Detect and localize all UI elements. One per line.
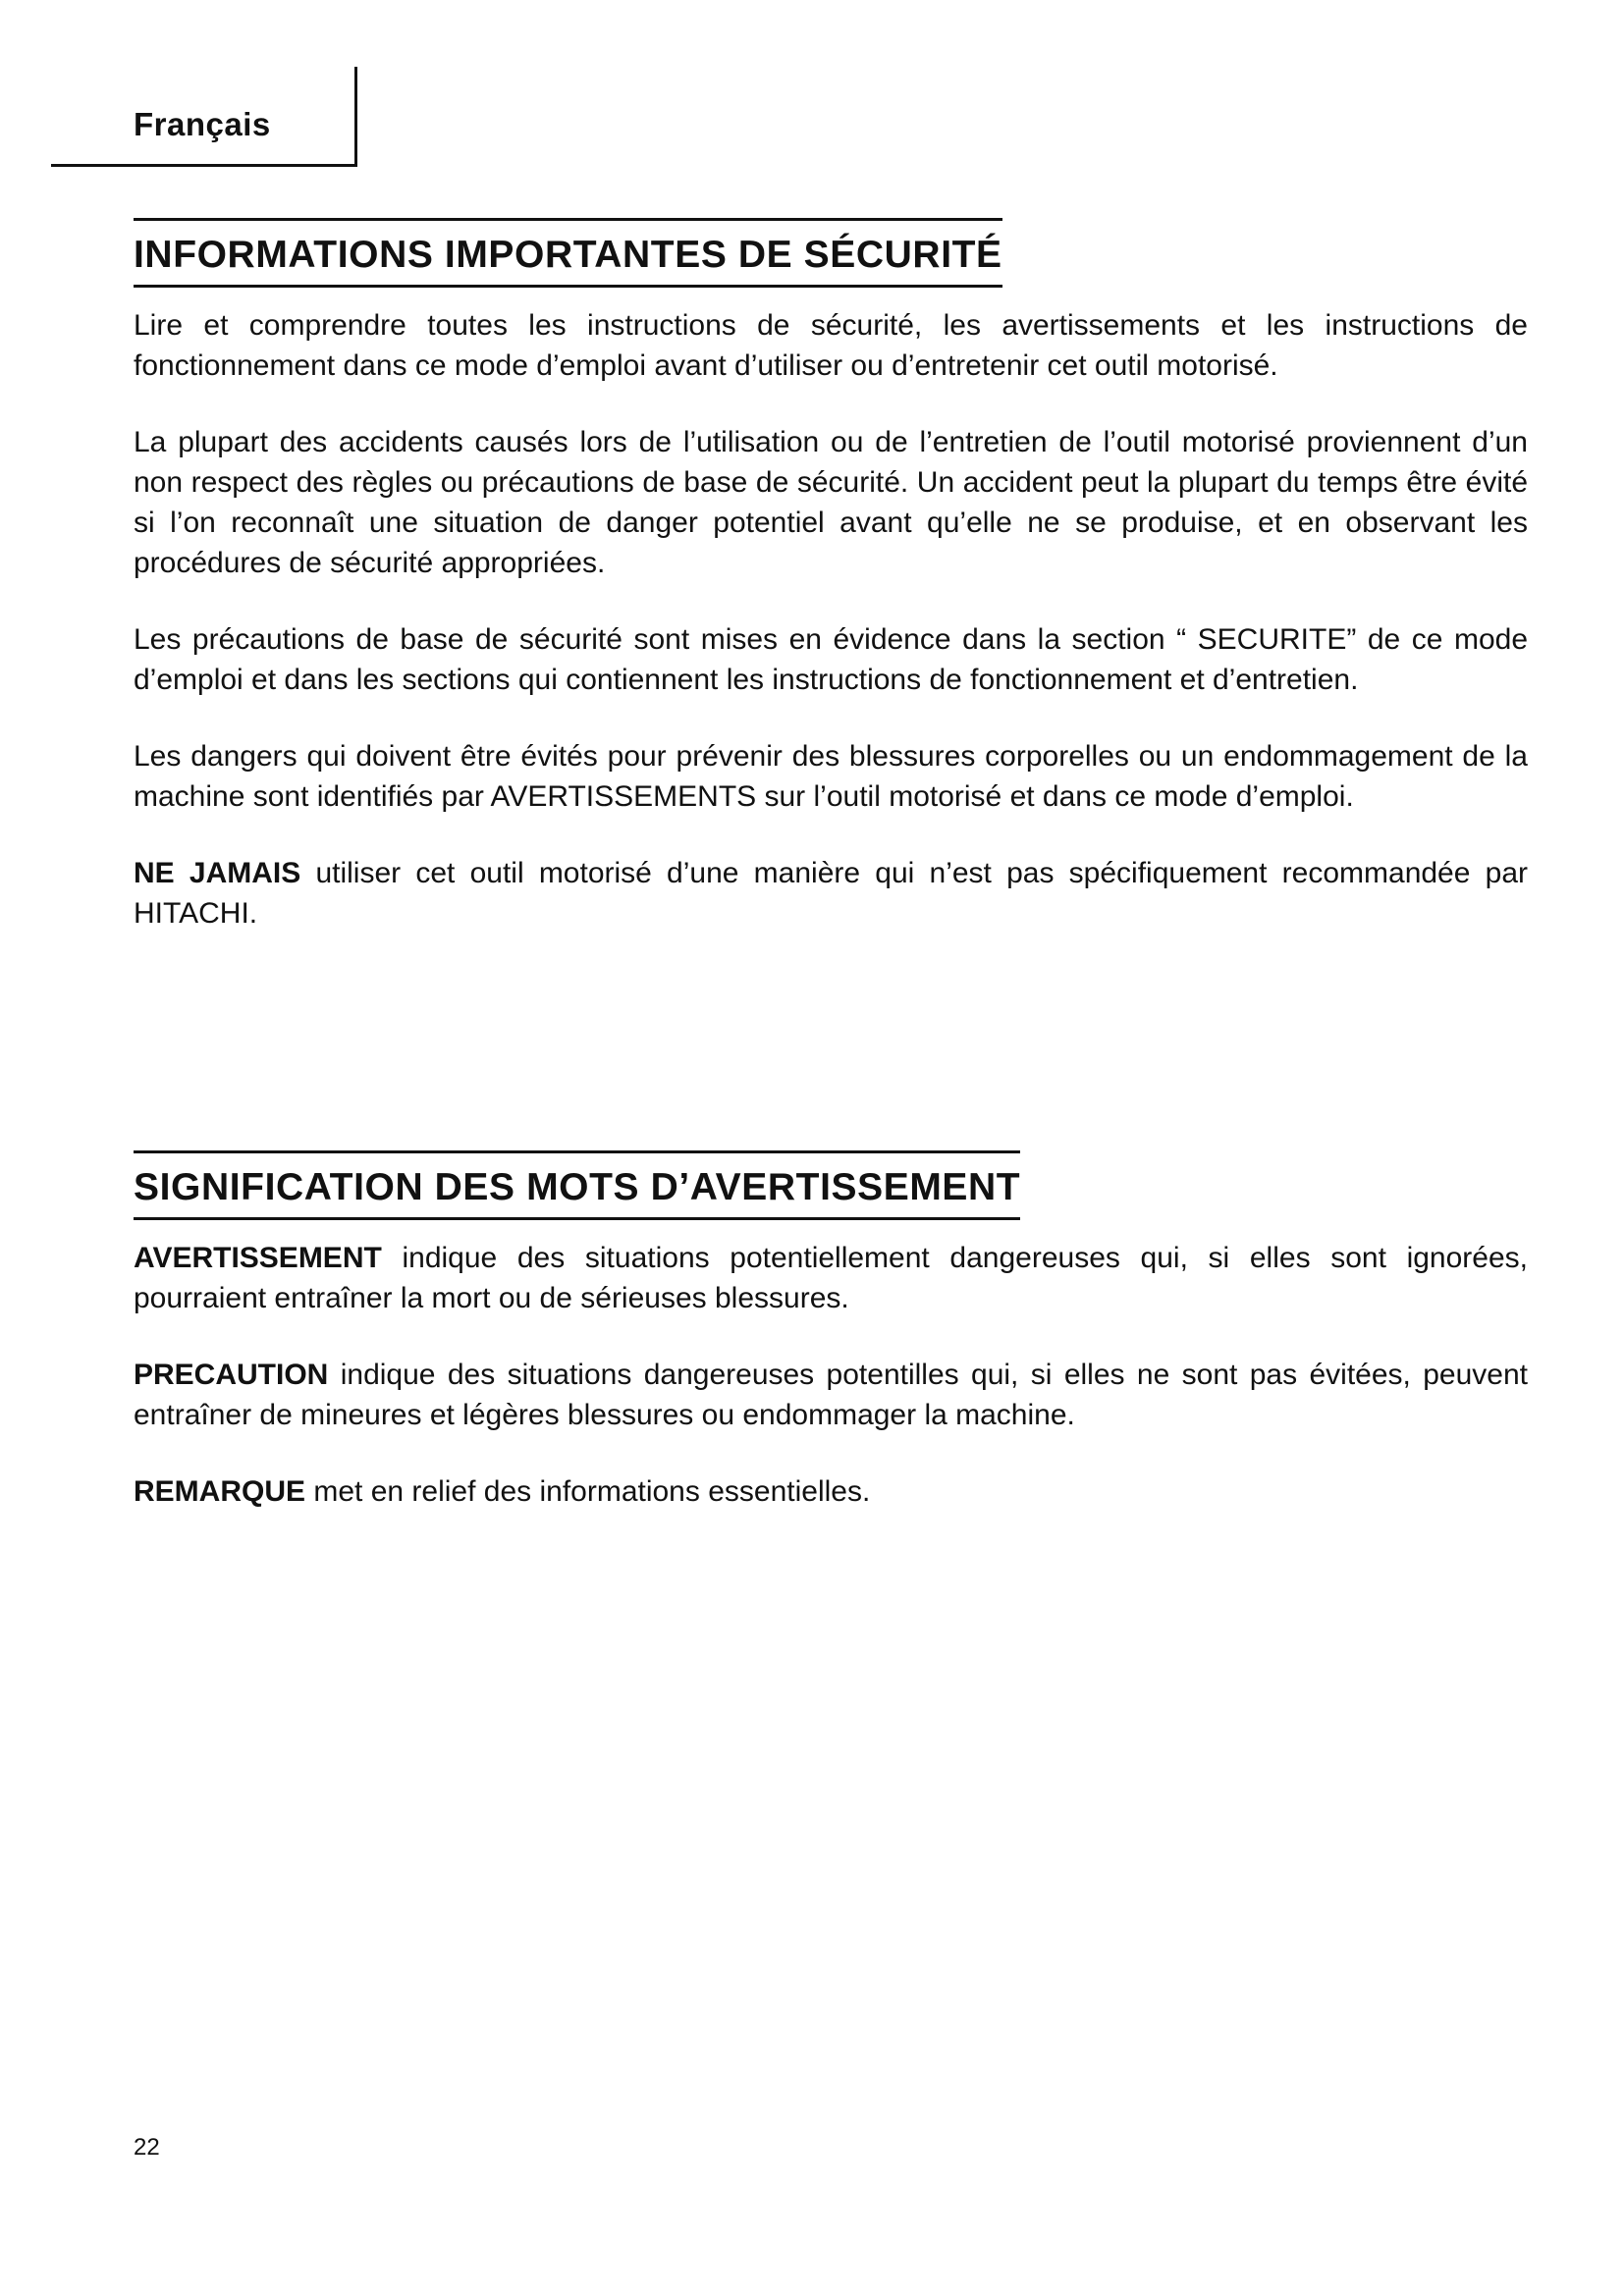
definition-avertissement-text: indique des situations potentiellement dangereuses qui, si elles sont ignorées, pourraient entraîner la mort ou de sérieuses blessures. <box>134 1242 1528 1314</box>
paragraph-read-instructions: Lire et comprendre toutes les instructions de sécurité, les avertissements et les instructions de fonctionnement dans ce mode d’emploi avant d’utiliser ou d’entretenir cet outil motorisé. <box>134 309 1528 382</box>
term-precaution: PRECAUTION <box>134 1359 329 1391</box>
section-heading-safety: INFORMATIONS IMPORTANTES DE SÉCURITÉ <box>134 218 1002 288</box>
paragraph-basic-precautions: Les précautions de base de sécurité sont mises en évidence dans la section “ SECURITE” de ce mode d’emploi et dans les sections qui contiennent les instructions de fonctionnement et d’entretien. <box>134 623 1528 696</box>
emphasis-never: NE JAMAIS <box>134 857 301 889</box>
paragraph-accidents: La plupart des accidents causés lors de l’utilisation ou de l’entretien de l’outil motorisé proviennent d’un non respect des règles ou précautions de base de sécurité. Un accident peut la plupart du temps être évité si l’on reconnaît une situation de danger potentiel avant qu’elle ne se produise, et en observant les procédures de sécurité appropriées. <box>134 426 1528 579</box>
page-number: 22 <box>134 2134 160 2161</box>
definition-precaution <box>134 1355 1528 1435</box>
section-warning-words <box>134 1150 1528 1548</box>
paragraph-never <box>134 853 1528 934</box>
never-text: utiliser cet outil motorisé d’une manière qui n’est pas spécifiquement recommandée par HITACHI. <box>134 857 1528 930</box>
language-label: Français <box>134 106 271 142</box>
definition-avertissement <box>134 1238 1528 1318</box>
section-heading-warning-words: SIGNIFICATION DES MOTS D’AVERTISSEMENT <box>134 1150 1020 1220</box>
term-avertissement: AVERTISSEMENT <box>134 1242 382 1274</box>
definition-remarque <box>134 1471 1528 1512</box>
language-tab <box>51 67 357 167</box>
term-remarque: REMARQUE <box>134 1475 306 1508</box>
definition-precaution-text: indique des situations dangereuses potentilles qui, si elles ne sont pas évitées, peuvent entraîner de mineures et légères blessures ou endommager la machine. <box>134 1359 1528 1431</box>
paragraph-dangers: Les dangers qui doivent être évités pour prévenir des blessures corporelles ou un endommagement de la machine sont identifiés par AVERTISSEMENTS sur l’outil motorisé et dans ce mode d’emploi. <box>134 740 1528 813</box>
definition-remarque-text: met en relief des informations essentielles. <box>305 1475 871 1508</box>
section-safety-information <box>134 218 1528 970</box>
